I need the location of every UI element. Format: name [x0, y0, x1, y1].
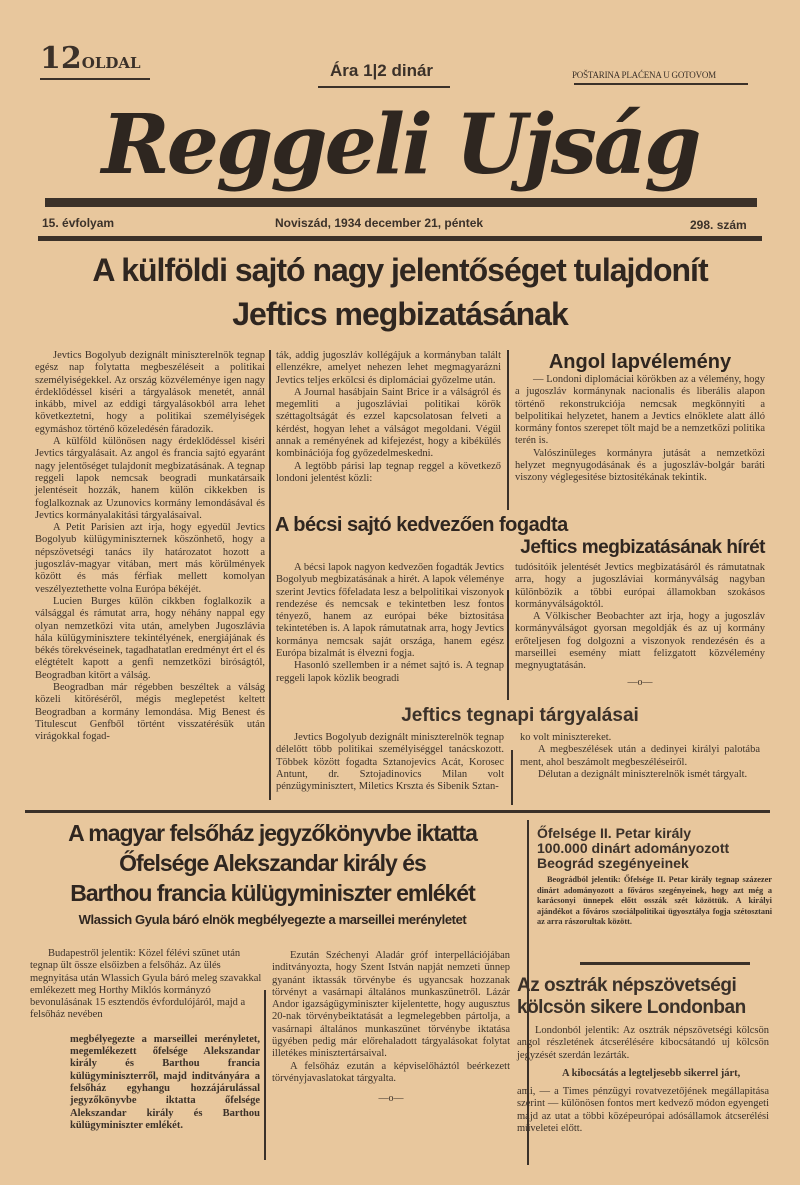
felsohaz-headline-line1: A magyar felsőház jegyzőkönyvbe iktatta	[68, 820, 477, 846]
paragraph: Jevtics Bogolyub dezignált miniszterelnök tegnap egész nap folytatta megbeszéléseit a politikai személyiségekkel. Az ország közvéleménye igen nagy érdeklődéssel kiséri a tárgyalások menetét, annál inkább, mivel az eddigi tárgyalásokból arra lehet következtetni, hogy a politikai személyiségek egymáshoz történő közeledésén fáradozik.	[35, 350, 265, 435]
tegnapi-right	[520, 732, 760, 781]
volume: 15. évfolyam	[42, 216, 115, 230]
felsohaz-headline	[20, 818, 525, 930]
paragraph: ták, addig jugoszláv kollégájuk a kormányban talált ellenzékre, amelyet nehezen lehet megmagyarázni Jevtics teljes erkölcsi és diplomáciai győzelme után.	[276, 350, 501, 386]
separator: —o—	[378, 1093, 404, 1105]
paragraph: A külföld különösen nagy érdeklődéssel kiséri Jevtics tárgyalásait. Az angol és francia sajtó egyaránt nagy jelentőséget tulajdonít megbizatásának. A tegnap reggeli lapok nemcsak beogradi munkatársaik jelentéseit hozzák, hanem külön cikkekben is foglalkoznak az Uzunovics kormány lemondásával és Jevtics kormányalakitási tárgyalásaival.	[35, 436, 265, 521]
paragraph: A bécsi lapok nagyon kedvezően fogadták Jevtics Bogolyub megbizatásának a hirét. A lapok véleménye szerint Jevtics főfeladata lesz a belpolitikai viszonyok rendezése és nemcsak e tekintetben lesz fontos tényező, hanem az európai béke biztositása tekintetében is. A lapok rámutatnak arra, hogy Jevtics kormánya nemcsak saját országa, hanem egész Európa bizalmát is élvezni fogja.	[276, 562, 504, 660]
paragraph: Budapestről jelentik: Közel félévi szünet után tegnap ült össze elsőizben a felsőház. Az ülés megnyitása után Wlassich Gyula báró meleg szavakkal emlékezett meg Horthy Miklós kormányzó bevonulásának 15 esztendős évfordulójáról, majd a felsőház nevében	[30, 948, 262, 1021]
osztrak-headline-line2: kölcsön sikere Londonban	[517, 997, 746, 1018]
paragraph: Valószinüleges kormányra jutását a nemzetközi helyzet megnyugodásának és a jugoszláv-bolgár baráti viszony véglegesitése biztositékának tekintik.	[515, 447, 765, 484]
paragraph: Ezután Széchenyi Aladár gróf interpellációjában inditványozta, hogy Szent István napját nemzeti ünnep gyanánt iktassák törvénybe és ugyancsak hozzanak törvényt a vasárnapi általános munkaszünetről. Lázár Andor igazságügyminiszter kijelentette, hogy augusztus 20-nak törvénybeiktatását a legmelegebben pártolja, a vasárnapi általános munkaszünet törvénybe iktatása ügyében pedig már előrehaladott tárgyalásokat folytat illetékes minisztertársaival.	[272, 950, 510, 1060]
price	[330, 60, 433, 82]
newspaper-title: Reggeli Ujság	[101, 97, 699, 193]
main-headline-line1: A külföldi sajtó nagy jelentőséget tulajdonít	[92, 252, 708, 288]
paragraph: Délutan a dezignált miniszterelnök ismét tárgyalt.	[538, 768, 748, 780]
petar-headline-line2: 100.000 dinárt adományozott	[537, 840, 730, 856]
felsohaz-left	[30, 948, 262, 1132]
paragraph: Lucien Burges külön cikkben foglalkozik a válsággal és rámutat arra, hogy néhány nappal egy olyan nemzetközi vita után, amelyben Jugoszlávia hála külügyminisztere tekintélyének, energiájának és békés törekvéseinek, tagadhatatlan eredményt ért el és elégtételt kapott a genfi nemzetközi biróságtól, Beogradban kitört a válság.	[35, 595, 265, 681]
osztrak-headline-line1: Az osztrák népszövetségi	[517, 975, 737, 996]
angol-headline: Angol lapvélemény	[548, 351, 732, 373]
paragraph: tudósitóik jelentését Jevtics megbizatásáról és rámutatnak arra, hogy a jugoszláviai kormányválság nagyban különbözik a többi európai államokban szokásos kormányválságoktól.	[515, 562, 765, 610]
paragraph: Hasonló szellemben ir a német sajtó is. A tegnap reggeli lapok közlik beogradi	[276, 660, 504, 684]
paragraph: Jevtics Bogolyub dezignált miniszterelnök tegnap délelőtt több politikai személyiséggel tanácskozott. Többek között fogadta Sztanojevics Acát, Korosec Antunt, dr. Sztojadinovics Milan volt pénzügyminisztert, Miletics Krszta és Sibenik Sztan-	[276, 732, 504, 793]
main-headline	[20, 248, 780, 336]
boxed-paragraph: megbélyegezte a marseillei merényletet, megemlékezett őfelsége Alekszandar király és Barthou francia külügyminiszterről, majd inditványára a felsőház egyhangu hozzájárulással jegyzőkönyvbe iktatta őfelsége Alekszandar király és Barthou külügyminiszter emlékét.	[70, 1033, 260, 1131]
main-headline-line2: Jeftics megbizatásának	[232, 296, 568, 332]
paragraph: Beogradban már régebben beszéltek a válság közeli kitöréséről, mégis meglepetést keltett Beogradban a kormány lemondása. Mig Benest és Titulescut Genfből történt visszatérésük után virágokkal fogad-	[35, 682, 265, 743]
becsi-left	[276, 562, 504, 685]
osztrak-article	[517, 975, 769, 1135]
becsi-headline-line2: Jeftics megbizatásának hírét	[520, 537, 765, 558]
paragraph: A megbeszélések után a dedinyei királyi palotába ment, ahol beszámolt megbeszéléseiről.	[520, 744, 760, 768]
paragraph: — Londoni diplomáciai körökben az a vélemény, hogy a jugoszláv kormánynak nacionalis és liberális alapon történő rekonstrukciója nemcsak megkönnyiti a belpolitikai helyzetet, hanem a Jevtics elnöklete alatt álló kormány fontos szerepet tölt majd be a nemzetközi politika terén is.	[515, 374, 765, 447]
dateline: Noviszád, 1934 december 21, péntek	[275, 216, 484, 230]
felsohaz-subhead: Wlassich Gyula báró elnök megbélyegezte a marseillei merényletet	[78, 912, 467, 927]
tegnapi-left	[276, 732, 504, 793]
paragraph: ko volt minisztereket.	[520, 732, 612, 743]
issue-number: 298. szám	[690, 218, 747, 232]
felsohaz-headline-line2: Őfelsége Alekszandar király és	[119, 850, 426, 876]
separator: —o—	[627, 676, 653, 688]
paragraph: A legtöbb párisi lap tegnap reggel a következő londoni jelentést közli:	[276, 460, 501, 484]
petar-headline-line3: Beográd szegényeinek	[537, 855, 689, 871]
tegnapi-headline: Jeftics tegnapi tárgyalásai	[401, 705, 639, 726]
becsi-headline-line1: A bécsi sajtó kedvezően fogadta	[275, 514, 568, 536]
felsohaz-headline-line3: Barthou francia külügyminiszter emlékét	[70, 880, 475, 906]
paragraph: A Petit Parisien azt irja, hogy egyedül Jevtics Bogolyub külügyminiszternek köszönhető, hogy a népszövetségi tanács ily határozatot hozott a jugoszláv-magyar vitában, mert más körülmények között és más férfiak mellett komolyan veszélyeztethette volna Európa békéjét.	[35, 522, 265, 595]
article-column-2	[276, 350, 501, 485]
bold-paragraph: A kibocsátás a legteljesebb sikerrel járt,	[562, 1067, 741, 1079]
becsi-headline	[275, 513, 765, 559]
becsi-right	[515, 562, 765, 689]
article-column-1	[35, 350, 265, 744]
paragraph: A Völkischer Beobachter azt irja, hogy a jugoszláv kormányválságot gyorsan megoldják és az uj kormány erőteljesen fog dolgozni a viszonyok rendezésén és a marseillei esemény miatt felizgatott közvélemény megnyugtatásán.	[515, 611, 765, 672]
paragraph: Beográdból jelentik: Őfelsége II. Petar király tegnap százezer dinárt adományozott a főváros szegényeinek, hogy azt még a karácsonyi ünnepek előtt osszák szét közöttük. A királyi ajándékot a főváros szociálpolitikai ügyosztálya fogja szétosztani az arra rászorultak között.	[537, 875, 772, 926]
page-count-label: OLDAL	[81, 54, 141, 72]
angol-article	[515, 350, 765, 485]
petar-headline-line1: Őfelsége II. Petar király	[537, 825, 692, 841]
page-count-number: 12	[40, 41, 82, 76]
price-value: 1|2 dinár	[363, 61, 434, 80]
paragraph: ami, — a Times pénzügyi rovatvezetőjének megállapitása szerint — különösen fontos mert kedvező módon egyengeti majd az utat a többi középeurópai adósállamok átcserélési műveletei előtt.	[517, 1086, 769, 1135]
petar-article	[537, 826, 772, 928]
felsohaz-right	[272, 950, 510, 1105]
paragraph: A Journal hasábjain Saint Brice ir a válságról és megemliti a jugoszláviai politikai körök széttagoltságát és ezzel kapcsolatosan felveti a kérdést, hogyan lehet a válságot megoldani. Végül annak a reményének ad kifejezést, hogy a kibékülés kombinációja fog győzedelmeskedni.	[276, 386, 501, 460]
price-label: Ára	[330, 61, 359, 80]
postage-tagline: POŠTARINA PLAĆENA U GOTOVOM	[572, 70, 716, 80]
page-count	[40, 42, 141, 80]
paragraph: Londonból jelentik: Az osztrák népszövetségi kölcsön angol részletének átcserélésére kibocsátandó uj kölcsön jegyzését szerdán lezárták.	[517, 1025, 769, 1061]
paragraph: A felsőház ezután a képviselőháztól beérkezett törvényjavaslatokat tárgyalta.	[272, 1060, 510, 1084]
